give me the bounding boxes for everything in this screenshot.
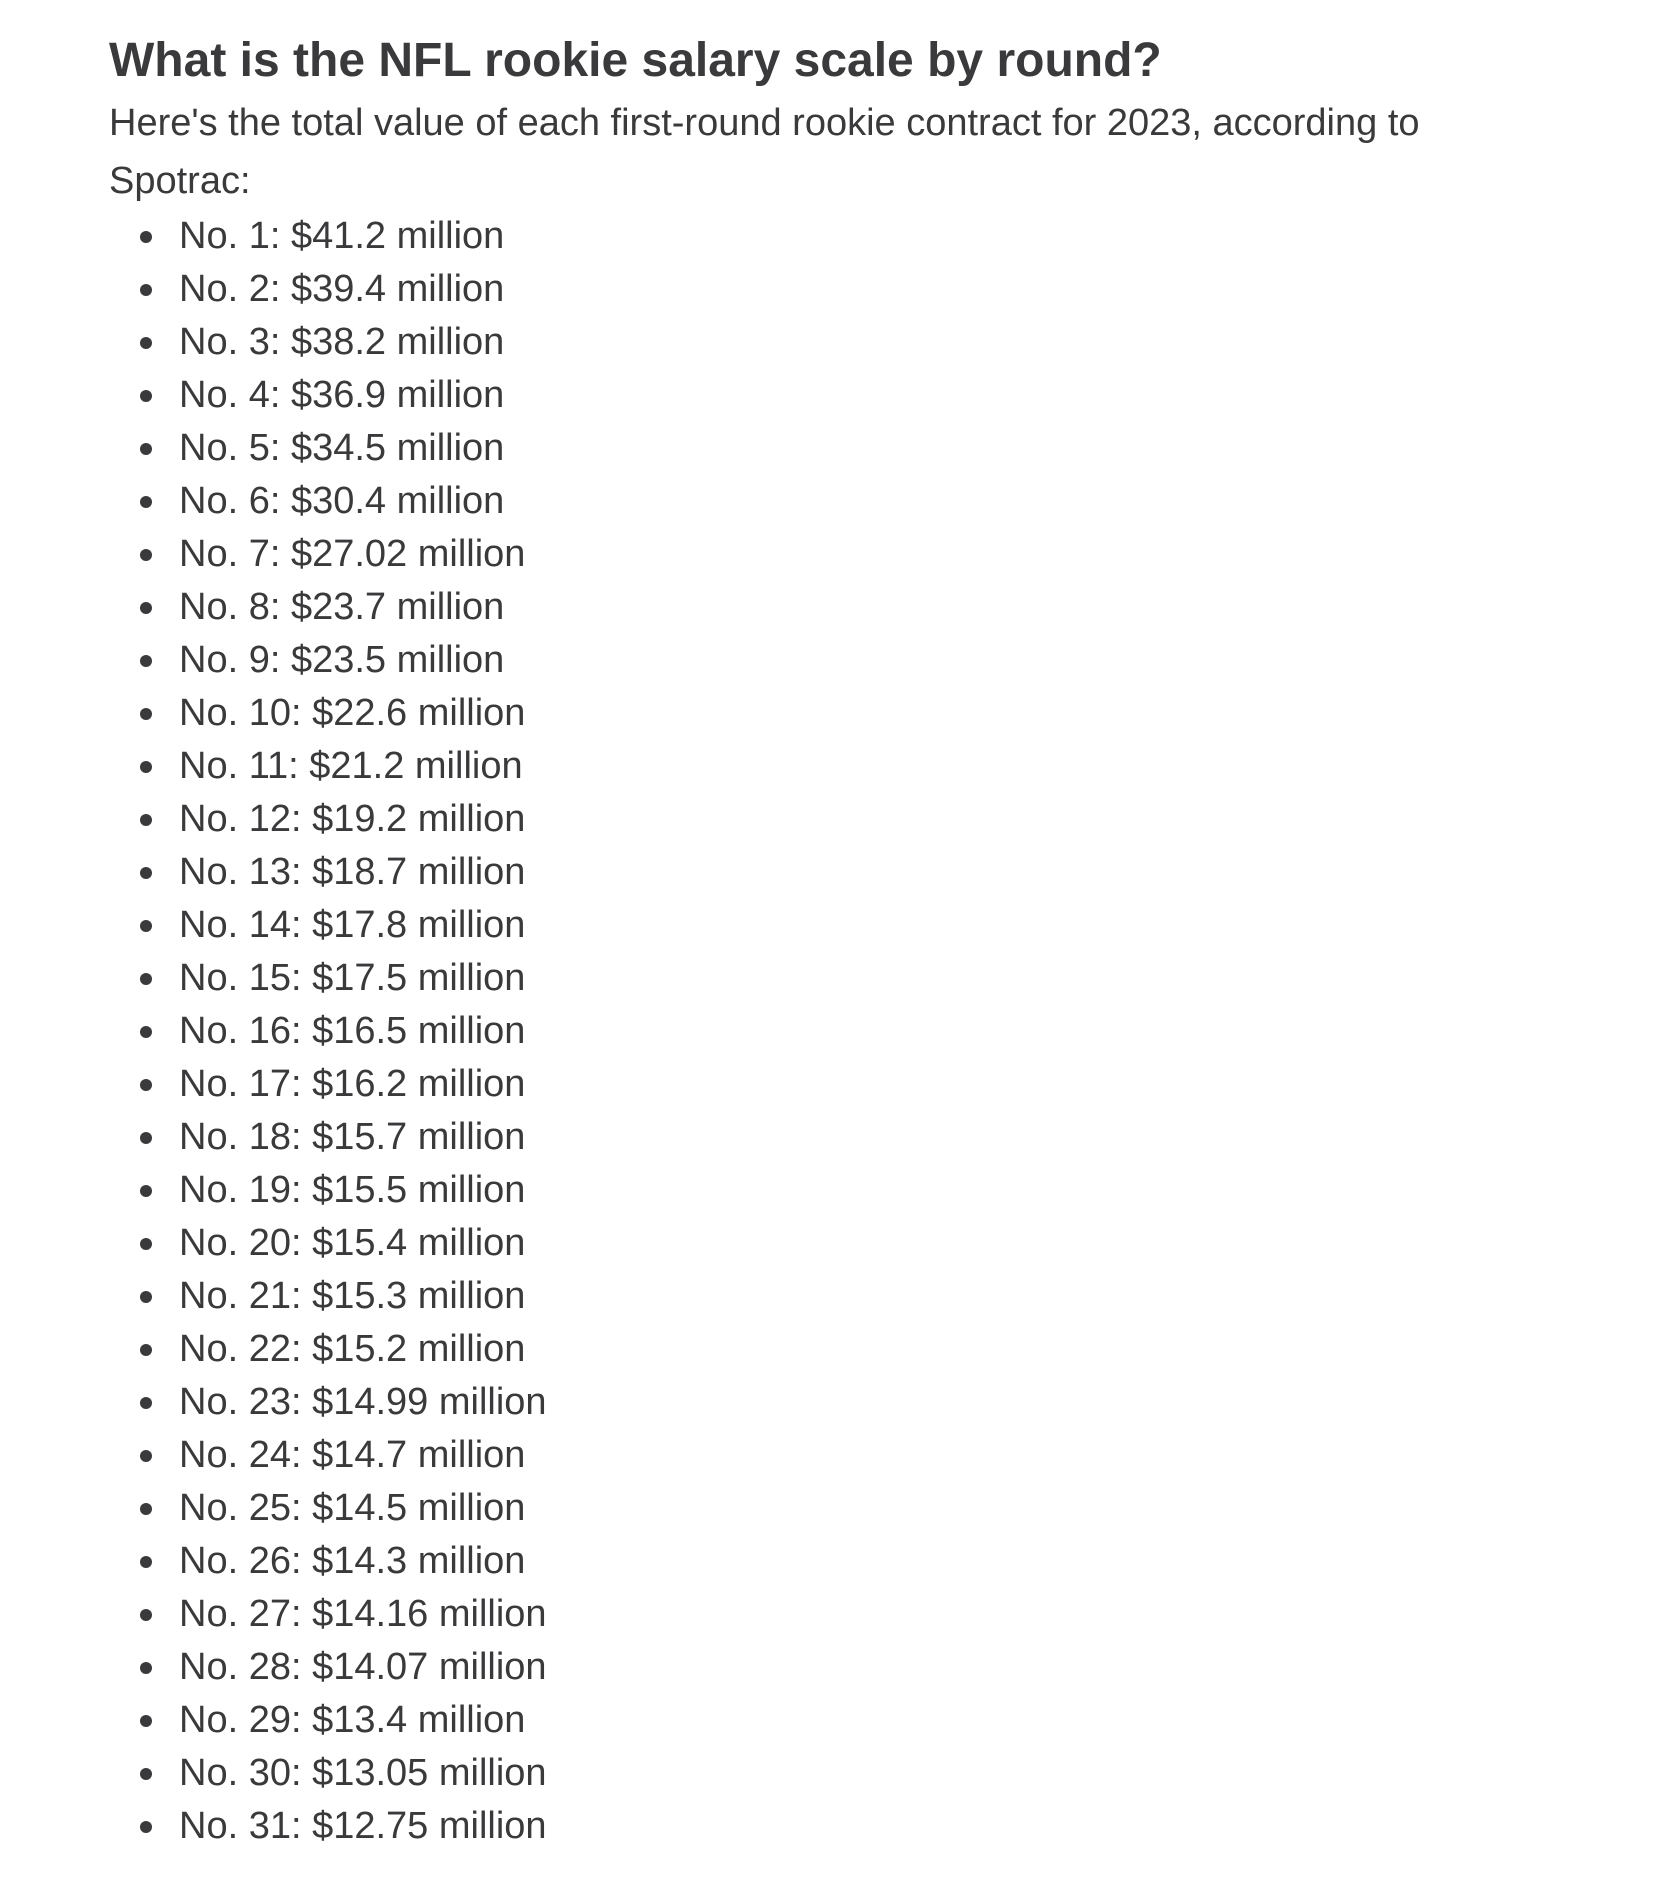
bullet-icon (140, 1556, 152, 1568)
bullet-icon (140, 1079, 152, 1091)
list-item-text: No. 26: $14.3 million (179, 1540, 526, 1582)
bullet-icon (140, 708, 152, 720)
list-item (109, 1694, 1589, 1747)
list-item (109, 1429, 1589, 1482)
bullet-icon (140, 973, 152, 985)
list-item (109, 528, 1589, 581)
list-item (109, 422, 1589, 475)
list-item-text: No. 16: $16.5 million (179, 1010, 526, 1052)
list-item (109, 740, 1589, 793)
list-item (109, 1482, 1589, 1535)
article (109, 28, 1589, 1853)
list-item-text: No. 2: $39.4 million (179, 268, 505, 310)
list-item-text: No. 14: $17.8 million (179, 904, 526, 946)
bullet-icon (140, 284, 152, 296)
list-item-text: No. 1: $41.2 million (179, 215, 505, 257)
list-item (109, 1111, 1589, 1164)
list-item (109, 210, 1589, 263)
list-item-text: No. 28: $14.07 million (179, 1646, 547, 1688)
list-item (109, 263, 1589, 316)
salary-list (109, 210, 1589, 1853)
bullet-icon (140, 920, 152, 932)
bullet-icon (140, 1397, 152, 1409)
list-item (109, 846, 1589, 899)
list-item-text: No. 29: $13.4 million (179, 1699, 526, 1741)
list-item (109, 475, 1589, 528)
list-item (109, 1376, 1589, 1429)
bullet-icon (140, 655, 152, 667)
bullet-icon (140, 390, 152, 402)
list-item-text: No. 9: $23.5 million (179, 639, 505, 681)
bullet-icon (140, 814, 152, 826)
bullet-icon (140, 1662, 152, 1674)
bullet-icon (140, 1026, 152, 1038)
list-item (109, 1535, 1589, 1588)
list-item-text: No. 30: $13.05 million (179, 1752, 547, 1794)
list-item-text: No. 13: $18.7 million (179, 851, 526, 893)
bullet-icon (140, 496, 152, 508)
list-item-text: No. 5: $34.5 million (179, 427, 505, 469)
list-item-text: No. 4: $36.9 million (179, 374, 505, 416)
list-item (109, 369, 1589, 422)
list-item-text: No. 8: $23.7 million (179, 586, 505, 628)
list-item-text: No. 12: $19.2 million (179, 798, 526, 840)
bullet-icon (140, 1768, 152, 1780)
bullet-icon (140, 1503, 152, 1515)
list-item-text: No. 21: $15.3 million (179, 1275, 526, 1317)
list-item-text: No. 25: $14.5 million (179, 1487, 526, 1529)
list-item-text: No. 6: $30.4 million (179, 480, 505, 522)
list-item-text: No. 15: $17.5 million (179, 957, 526, 999)
bullet-icon (140, 602, 152, 614)
list-item (109, 1588, 1589, 1641)
list-item (109, 581, 1589, 634)
list-item-text: No. 11: $21.2 million (179, 745, 523, 787)
list-item (109, 1058, 1589, 1111)
bullet-icon (140, 1715, 152, 1727)
bullet-icon (140, 549, 152, 561)
list-item-text: No. 18: $15.7 million (179, 1116, 526, 1158)
list-item (109, 634, 1589, 687)
list-item-text: No. 19: $15.5 million (179, 1169, 526, 1211)
bullet-icon (140, 1821, 152, 1833)
list-item (109, 316, 1589, 369)
bullet-icon (140, 443, 152, 455)
list-item (109, 1005, 1589, 1058)
bullet-icon (140, 1609, 152, 1621)
bullet-icon (140, 1291, 152, 1303)
bullet-icon (140, 1344, 152, 1356)
list-item-text: No. 22: $15.2 million (179, 1328, 526, 1370)
list-item-text: No. 7: $27.02 million (179, 533, 526, 575)
list-item-text: No. 23: $14.99 million (179, 1381, 547, 1423)
list-item (109, 1800, 1589, 1853)
list-item (109, 952, 1589, 1005)
bullet-icon (140, 1450, 152, 1462)
list-item (109, 899, 1589, 952)
list-item (109, 793, 1589, 846)
page-title: What is the NFL rookie salary scale by round? (109, 34, 1162, 87)
bullet-icon (140, 1185, 152, 1197)
list-item-text: No. 3: $38.2 million (179, 321, 505, 363)
list-item (109, 687, 1589, 740)
list-item (109, 1217, 1589, 1270)
list-item (109, 1641, 1589, 1694)
list-item-text: No. 31: $12.75 million (179, 1805, 547, 1847)
list-item-text: No. 24: $14.7 million (179, 1434, 526, 1476)
bullet-icon (140, 867, 152, 879)
bullet-icon (140, 337, 152, 349)
list-item-text: No. 17: $16.2 million (179, 1063, 526, 1105)
list-item-text: No. 10: $22.6 million (179, 692, 526, 734)
list-item (109, 1323, 1589, 1376)
list-item-text: No. 20: $15.4 million (179, 1222, 526, 1264)
bullet-icon (140, 1238, 152, 1250)
intro-paragraph: Here's the total value of each first-round rookie contract for 2023, according to Spotrac: (109, 102, 1420, 202)
bullet-icon (140, 1132, 152, 1144)
list-item (109, 1164, 1589, 1217)
list-item-text: No. 27: $14.16 million (179, 1593, 547, 1635)
bullet-icon (140, 761, 152, 773)
bullet-icon (140, 231, 152, 243)
list-item (109, 1270, 1589, 1323)
list-item (109, 1747, 1589, 1800)
